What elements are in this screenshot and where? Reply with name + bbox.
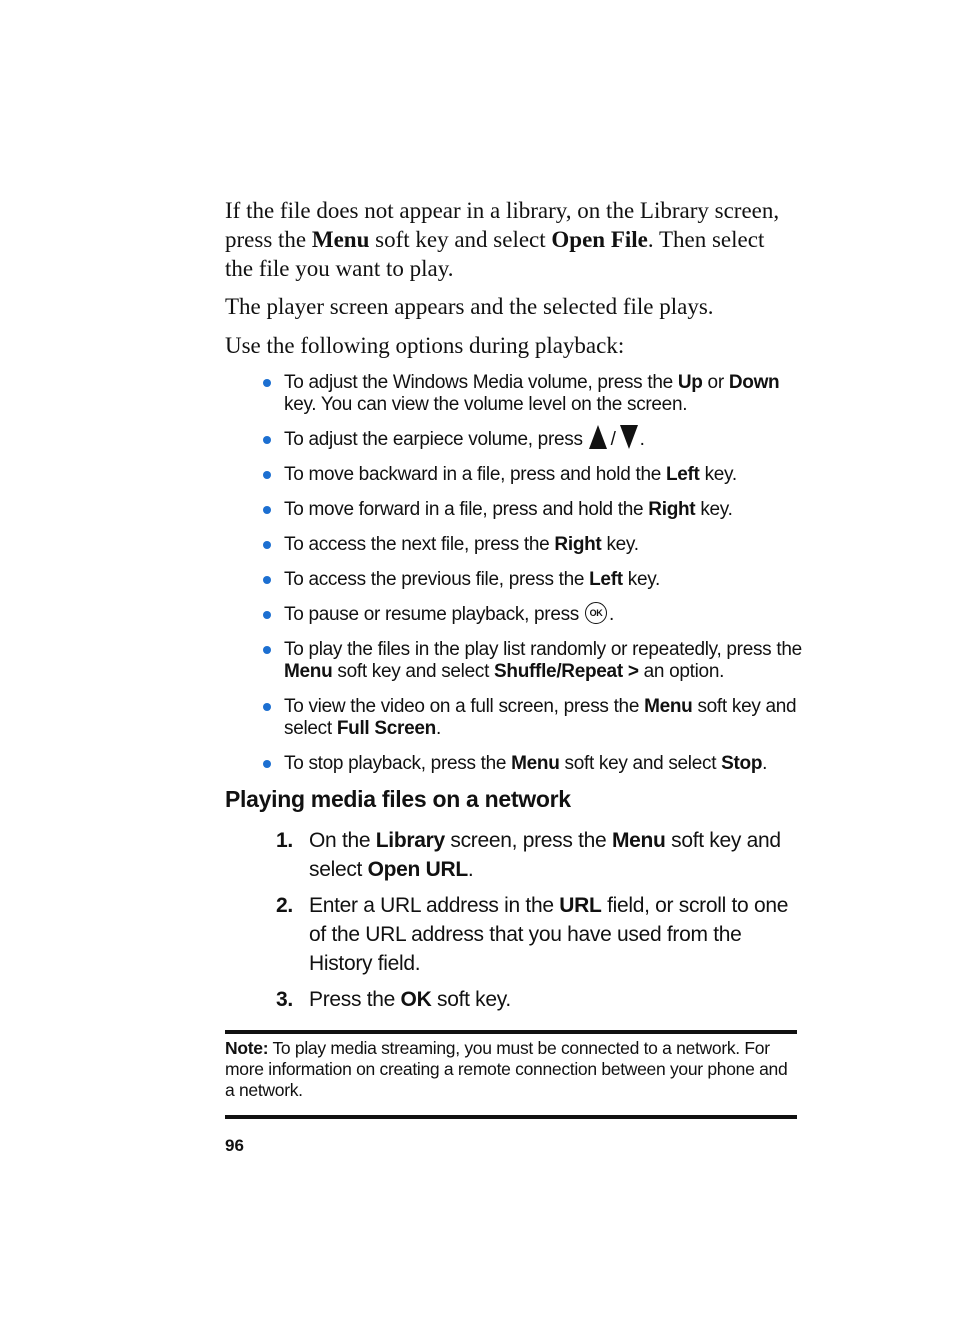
bold-term: Menu bbox=[511, 753, 560, 774]
bold-term: Left bbox=[589, 569, 623, 590]
text-segment: . bbox=[639, 429, 645, 450]
note-label: Note: bbox=[225, 1038, 269, 1058]
text-segment: To view the video on a full screen, press the bbox=[284, 696, 645, 717]
text-segment: soft key and select bbox=[332, 661, 495, 682]
text-segment: . bbox=[609, 604, 614, 625]
text-segment: To access the next file, press the bbox=[284, 534, 555, 555]
bold-term: Menu bbox=[284, 661, 333, 682]
text-segment: or bbox=[702, 372, 729, 393]
bullet-item-shuffle-repeat bbox=[262, 639, 802, 683]
text-segment: key. bbox=[699, 464, 737, 485]
page-number: 96 bbox=[225, 1136, 244, 1155]
text-segment: field, or scroll to one of the URL address that you have used from the History field. bbox=[309, 894, 789, 975]
bold-term: Left bbox=[665, 464, 700, 485]
text-segment: key. bbox=[695, 499, 733, 520]
bullet-icon bbox=[263, 436, 271, 444]
text-segment: To move backward in a file, press and hold the bbox=[284, 464, 666, 485]
bold-term: Right bbox=[648, 499, 696, 520]
note-top-divider bbox=[225, 1030, 797, 1034]
bold-term: Menu bbox=[611, 829, 666, 852]
bullet-icon bbox=[263, 760, 271, 768]
bullet-item-earpiece-volume bbox=[262, 429, 802, 451]
text-segment: . bbox=[762, 753, 768, 774]
bold-term: Library bbox=[375, 829, 445, 852]
bold-term: Up bbox=[677, 372, 703, 393]
bold-term: Right bbox=[554, 534, 602, 555]
text-segment: key. bbox=[601, 534, 639, 555]
text-segment: / bbox=[610, 429, 616, 450]
note-text: To play media streaming, you must be connected to a network. For more information on creating a remote connection between your phone and a network. bbox=[225, 1038, 788, 1100]
bullet-item-move-backward bbox=[262, 464, 802, 486]
bullet-icon bbox=[263, 646, 271, 654]
step-number: 3. bbox=[276, 988, 293, 1011]
intro-paragraph-options: Use the following options during playback: bbox=[225, 333, 625, 358]
bold-term: Shuffle/Repeat > bbox=[494, 661, 639, 682]
text-segment: Enter a URL address in the bbox=[309, 894, 560, 917]
bold-term: URL bbox=[559, 894, 602, 917]
step-item bbox=[276, 826, 796, 884]
bold-term: OK bbox=[400, 988, 432, 1011]
text-segment: an option. bbox=[638, 661, 725, 682]
section-heading: Playing media files on a network bbox=[225, 786, 571, 812]
bullet-item-stop bbox=[262, 753, 802, 775]
bullet-icon bbox=[263, 506, 271, 514]
bullet-icon bbox=[263, 611, 271, 619]
step-item bbox=[276, 985, 796, 1014]
intro-paragraph-library bbox=[225, 196, 785, 283]
bullet-icon bbox=[263, 379, 271, 387]
bullet-item-next-file bbox=[262, 534, 802, 556]
bullet-icon bbox=[263, 703, 271, 711]
bold-term: Open File bbox=[551, 227, 648, 252]
text-segment: soft key and select bbox=[369, 227, 552, 252]
text-segment: . Then select the file you want to play. bbox=[225, 227, 765, 281]
bold-term: Menu bbox=[311, 227, 370, 252]
bullet-item-media-volume bbox=[262, 372, 802, 416]
text-segment: To move forward in a file, press and hold the bbox=[284, 499, 649, 520]
bold-term: Stop bbox=[721, 753, 763, 774]
note-bottom-divider bbox=[225, 1115, 797, 1119]
text-segment: screen, press the bbox=[444, 829, 612, 852]
text-segment: To stop playback, press the bbox=[284, 753, 512, 774]
bullet-icon bbox=[263, 576, 271, 584]
bold-term: Menu bbox=[644, 696, 693, 717]
bullet-item-full-screen bbox=[262, 696, 802, 740]
bold-term: Full Screen bbox=[336, 718, 436, 739]
text-segment: soft key and select bbox=[559, 753, 722, 774]
volume-down-icon bbox=[620, 425, 638, 449]
playback-options-list bbox=[262, 372, 802, 775]
step-number: 2. bbox=[276, 894, 293, 917]
text-segment: Press the bbox=[309, 988, 401, 1011]
text-segment: soft key. bbox=[431, 988, 511, 1011]
intro-paragraph-player: The player screen appears and the selected file plays. bbox=[225, 294, 714, 319]
bullet-item-move-forward bbox=[262, 499, 802, 521]
text-segment: soft key and select bbox=[309, 829, 781, 881]
text-segment: . bbox=[467, 858, 474, 881]
text-segment: . bbox=[435, 718, 441, 739]
bold-term: Down bbox=[728, 372, 780, 393]
step-item bbox=[276, 891, 796, 978]
ok-key-icon: OK bbox=[585, 602, 607, 624]
text-segment: On the bbox=[309, 829, 376, 852]
volume-up-icon bbox=[589, 425, 607, 449]
bullet-item-previous-file bbox=[262, 569, 802, 591]
bullet-icon bbox=[263, 471, 271, 479]
text-segment: key. bbox=[622, 569, 660, 590]
bullet-icon bbox=[263, 541, 271, 549]
text-segment: If the file does not appear in a library, on the Library screen, press the bbox=[225, 198, 780, 252]
note-box bbox=[225, 1038, 795, 1101]
network-steps-list bbox=[276, 826, 796, 1014]
text-segment: To pause or resume playback, press bbox=[284, 604, 580, 625]
bullet-item-pause-resume bbox=[262, 604, 802, 626]
step-number: 1. bbox=[276, 829, 293, 852]
text-segment: To adjust the Windows Media volume, press the bbox=[284, 372, 678, 393]
text-segment: key. You can view the volume level on the screen. bbox=[284, 394, 688, 415]
text-segment: To play the files in the play list randomly or repeatedly, press the bbox=[284, 639, 802, 660]
bold-term: Open URL bbox=[367, 858, 468, 881]
text-segment: To adjust the earpiece volume, press bbox=[284, 429, 583, 450]
text-segment: soft key and select bbox=[284, 696, 797, 739]
text-segment: To access the previous file, press the bbox=[284, 569, 590, 590]
